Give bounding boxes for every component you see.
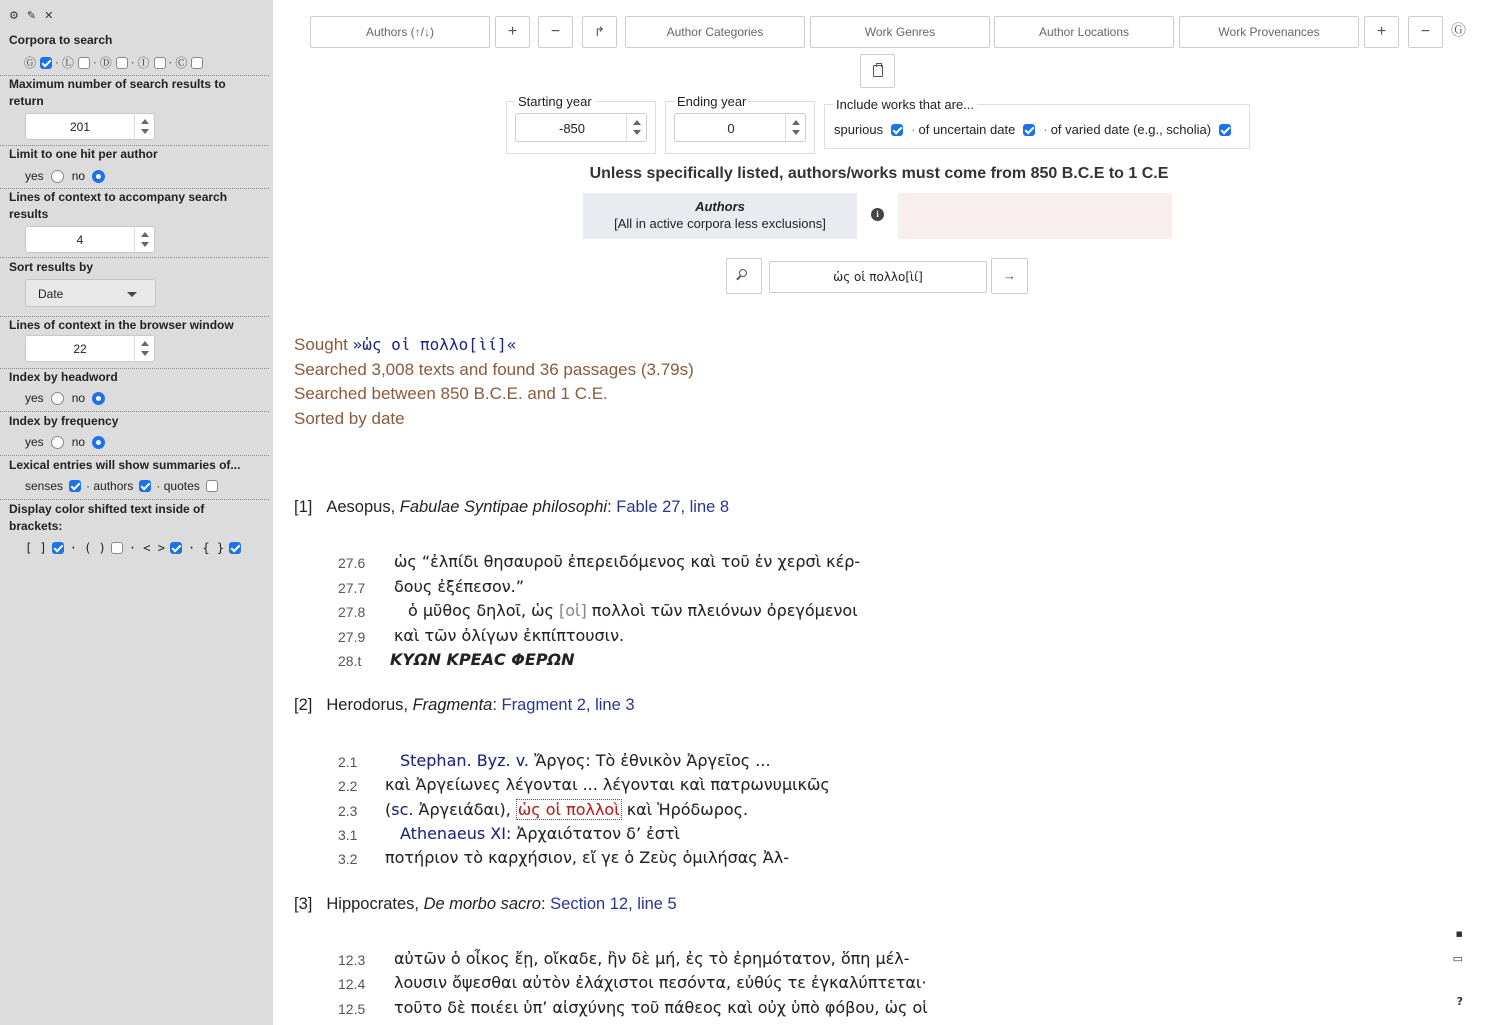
- include-works-fieldset: [824, 97, 1250, 149]
- passage-line: ποτήριον τὸ καρχήσιον, εἴ γε ὁ Ζεὺς ὁμιλήσας Ἀλ-: [385, 848, 789, 867]
- wrench-icon[interactable]: ✎: [26, 9, 37, 22]
- line-number: 2.2: [338, 778, 358, 794]
- line-number: 27.9: [338, 629, 366, 645]
- remove-button-2[interactable]: −: [1408, 16, 1443, 48]
- sought-line: Sought »ὡς οἱ πολλο[ὶί]«: [294, 335, 517, 354]
- curly-brackets-checkbox[interactable]: [229, 542, 241, 554]
- context-lines-input[interactable]: 4: [25, 226, 155, 253]
- passage-line: καὶ τῶν ὀλίγων ἐκπίπτουσιν.: [394, 626, 625, 645]
- uncertain-date-checkbox[interactable]: [1023, 124, 1035, 136]
- settings-sidebar: [0, 0, 273, 1025]
- save-icon[interactable]: ▪: [1455, 927, 1463, 940]
- search-input[interactable]: ὡς οἱ πολλο[ὶί]: [769, 261, 987, 293]
- passage-line: Stephan. Byz. v. Ἄργος: Τὸ ἐθνικὸν Ἀργεῖος ...: [400, 751, 771, 770]
- line-number: 28.t: [338, 653, 362, 669]
- corpora-title: Corpora to search: [9, 33, 113, 47]
- spinner-arrows[interactable]: [134, 227, 154, 252]
- greek-corpus-label: Ⓖ: [24, 56, 37, 70]
- jump-arrow-icon[interactable]: ↱: [582, 16, 617, 48]
- search-options-button[interactable]: [726, 258, 762, 294]
- include-works-options: spurious · of uncertain date · of varied date (e.g., scholia): [834, 122, 1235, 137]
- close-icon[interactable]: ✕: [44, 9, 54, 22]
- papyri-corpus-label: Ⓓ: [99, 56, 112, 70]
- result-heading: [2] Herodorus, Fragmenta: Fragment 2, line 3: [294, 696, 635, 714]
- spinner-arrows[interactable]: [626, 114, 646, 141]
- line-number: 27.8: [338, 604, 366, 620]
- index-headword-options: yes no: [25, 391, 113, 405]
- line-number: 27.7: [338, 580, 366, 596]
- spinner-arrows[interactable]: [785, 114, 805, 141]
- line-number: 12.5: [338, 1001, 366, 1017]
- authors-heading: Authors: [695, 199, 745, 214]
- starting-year-label: Starting year: [515, 94, 595, 109]
- max-results-title: Maximum number of search results to return: [9, 77, 226, 108]
- round-brackets-checkbox[interactable]: [111, 542, 123, 554]
- ending-year-input[interactable]: 0: [674, 113, 806, 142]
- passage-line: ὡς “ἐλπίδι θησαυροῦ ἐπερειδόμενος καὶ τοῦ ἐν χερσὶ κέρ-: [394, 552, 861, 571]
- author-categories-button[interactable]: Author Categories: [625, 16, 805, 48]
- latin-corpus-checkbox[interactable]: [78, 57, 90, 69]
- selected-authors-box[interactable]: [583, 193, 857, 239]
- lexical-section: [0, 456, 269, 500]
- latin-corpus-label: Ⓛ: [61, 56, 74, 70]
- corpus-indicator-icon: Ⓖ: [1451, 21, 1467, 39]
- result-location-link[interactable]: Fragment 2, line 3: [501, 696, 635, 714]
- include-works-label: Include works that are...: [833, 97, 977, 112]
- result-heading: [3] Hippocrates, De morbo sacro: Section 12, line 5: [294, 895, 677, 913]
- index-frequency-no-radio[interactable]: [92, 436, 105, 449]
- line-number: 3.1: [338, 827, 358, 843]
- starting-year-input[interactable]: -850: [515, 113, 647, 142]
- sorted-line: Sorted by date: [294, 408, 405, 428]
- line-number: 27.6: [338, 555, 366, 571]
- result-location-link[interactable]: Fable 27, line 8: [616, 498, 730, 516]
- result-location-link[interactable]: Section 12, line 5: [550, 895, 677, 913]
- passage-line: δους ἐξέπεσον.”: [394, 577, 525, 596]
- index-headword-title: Index by headword: [9, 370, 118, 384]
- quotes-checkbox[interactable]: [206, 480, 218, 492]
- christian-corpus-checkbox[interactable]: [191, 57, 203, 69]
- one-hit-yes-radio[interactable]: [51, 170, 64, 183]
- ending-year-label: Ending year: [674, 94, 749, 109]
- remove-button[interactable]: −: [538, 16, 573, 48]
- line-number: 12.4: [338, 976, 366, 992]
- clipboard-button[interactable]: [860, 54, 895, 88]
- lexical-title: Lexical entries will show summaries of...: [9, 458, 241, 472]
- line-number: 2.1: [338, 754, 358, 770]
- passage-line: Athenaeus XI: Ἀρχαιότατον δ’ ἐστὶ: [400, 824, 680, 843]
- passage-line: αὐτῶν ὁ οἶκος ἔῃ, οἴκαδε, ἢν δὲ μή, ἐς τὸ ἐρημότατον, ὅπη μέλ-: [394, 949, 910, 968]
- main-panel: [273, 0, 1485, 1025]
- info-icon[interactable]: i: [871, 208, 884, 221]
- authors-subtext: [All in active corpora less exclusions]: [614, 216, 826, 231]
- passage-line: καὶ Ἀργείωνες λέγονται ... λέγονται καὶ πατρωνυμικῶς: [385, 775, 830, 794]
- line-number: 12.3: [338, 952, 366, 968]
- ending-year-fieldset: [665, 94, 815, 154]
- spurious-checkbox[interactable]: [891, 124, 903, 136]
- add-button[interactable]: +: [495, 16, 530, 48]
- senses-checkbox[interactable]: [69, 480, 81, 492]
- inscriptions-corpus-checkbox[interactable]: [154, 57, 166, 69]
- greek-corpus-checkbox[interactable]: [40, 57, 52, 69]
- search-hit-highlight: ὡς οἱ πολλοὶ: [517, 800, 620, 819]
- papyri-corpus-checkbox[interactable]: [116, 57, 128, 69]
- authors-button[interactable]: Authors (↑/↓): [310, 16, 490, 48]
- corpora-checkboxes: Ⓖ · Ⓛ · Ⓓ · Ⓘ · Ⓒ: [24, 54, 203, 71]
- passage-line-hit: (sc. Ἀργειάδαι), ὡς οἱ πολλοὶ καὶ Ἡρόδωρος.: [385, 800, 749, 819]
- exclusions-box[interactable]: [898, 193, 1172, 239]
- gear-icon[interactable]: ⚙: [9, 9, 19, 22]
- folder-icon[interactable]: ▭: [1452, 952, 1463, 965]
- found-line: Searched 3,008 texts and found 36 passages (3.79s): [294, 359, 694, 379]
- sidebar-tools: [9, 9, 53, 22]
- sort-title: Sort results by: [9, 260, 94, 274]
- index-frequency-title: Index by frequency: [9, 414, 119, 428]
- index-headword-no-radio[interactable]: [92, 392, 105, 405]
- sort-select[interactable]: Date: [25, 279, 156, 307]
- execute-search-button[interactable]: →: [991, 258, 1028, 294]
- max-results-input[interactable]: 201: [25, 113, 155, 140]
- brackets-options: [ ] · ( ) · < > · { }: [25, 541, 247, 555]
- one-hit-no-radio[interactable]: [92, 170, 105, 183]
- spinner-arrows[interactable]: [134, 114, 154, 139]
- lexical-options: senses · authors · quotes: [25, 479, 223, 493]
- date-restriction-notice: Unless specifically listed, authors/works must come from 850 B.C.E to 1 C.E: [589, 165, 1169, 182]
- range-line: Searched between 850 B.C.E. and 1 C.E.: [294, 384, 608, 403]
- line-number: 3.2: [338, 851, 358, 867]
- index-frequency-yes-radio[interactable]: [51, 436, 64, 449]
- passage-line: τοῦτο δὲ ποιέει ὑπ’ αἰσχύνης τοῦ πάθεος καὶ οὐχ ὑπὸ φόβου, ὡς οἱ: [394, 998, 928, 1017]
- work-genres-button[interactable]: Work Genres: [810, 16, 990, 48]
- authors-checkbox[interactable]: [139, 480, 151, 492]
- angle-brackets-checkbox[interactable]: [170, 542, 182, 554]
- clipboard-icon: [873, 65, 883, 77]
- work-provenances-button[interactable]: Work Provenances: [1179, 16, 1359, 48]
- context-lines-title: Lines of context to accompany search results: [9, 190, 228, 221]
- starting-year-fieldset: [506, 94, 656, 154]
- browser-context-title: Lines of context in the browser window: [9, 318, 234, 332]
- passage-line-hit: ὁ μῦθος δηλοῖ, ὡς [οἱ] πολλοὶ τῶν πλειόνων ὀρεγόμενοι: [408, 601, 858, 620]
- index-frequency-section: [0, 412, 269, 456]
- passage-title-line: ΚΥΩΝ ΚΡΕΑC ΦΕΡΩΝ: [390, 650, 575, 669]
- christian-corpus-label: Ⓒ: [175, 56, 188, 70]
- passage-line: λουσιν ὄψεσθαι αὐτὸν ἐλάχιστοι πεσόντα, εὐθύς τε ἐγκαλύπτεται·: [394, 973, 927, 992]
- one-hit-options: yes no: [25, 169, 113, 183]
- author-locations-button[interactable]: Author Locations: [994, 16, 1174, 48]
- line-number: 2.3: [338, 803, 358, 819]
- one-hit-title: Limit to one hit per author: [9, 147, 158, 161]
- brackets-title: Display color shifted text inside of brackets:: [9, 502, 205, 533]
- help-icon[interactable]: ?: [1456, 995, 1463, 1008]
- spinner-arrows[interactable]: [134, 336, 154, 361]
- index-headword-yes-radio[interactable]: [51, 392, 64, 405]
- browser-context-input[interactable]: 22: [25, 335, 155, 362]
- sought-query: »ὡς οἱ πολλο[ὶί]«: [352, 335, 517, 354]
- varied-date-checkbox[interactable]: [1219, 124, 1231, 136]
- result-heading: [1] Aesopus, Fabulae Syntipae philosophi: Fable 27, line 8: [294, 498, 730, 516]
- square-brackets-checkbox[interactable]: [52, 542, 64, 554]
- search-summary: [294, 333, 694, 431]
- add-button-2[interactable]: +: [1364, 16, 1399, 48]
- index-frequency-options: yes no: [25, 435, 113, 449]
- chevron-down-icon: [127, 292, 137, 297]
- inscriptions-corpus-label: Ⓘ: [137, 56, 150, 70]
- search-icon: [739, 269, 747, 277]
